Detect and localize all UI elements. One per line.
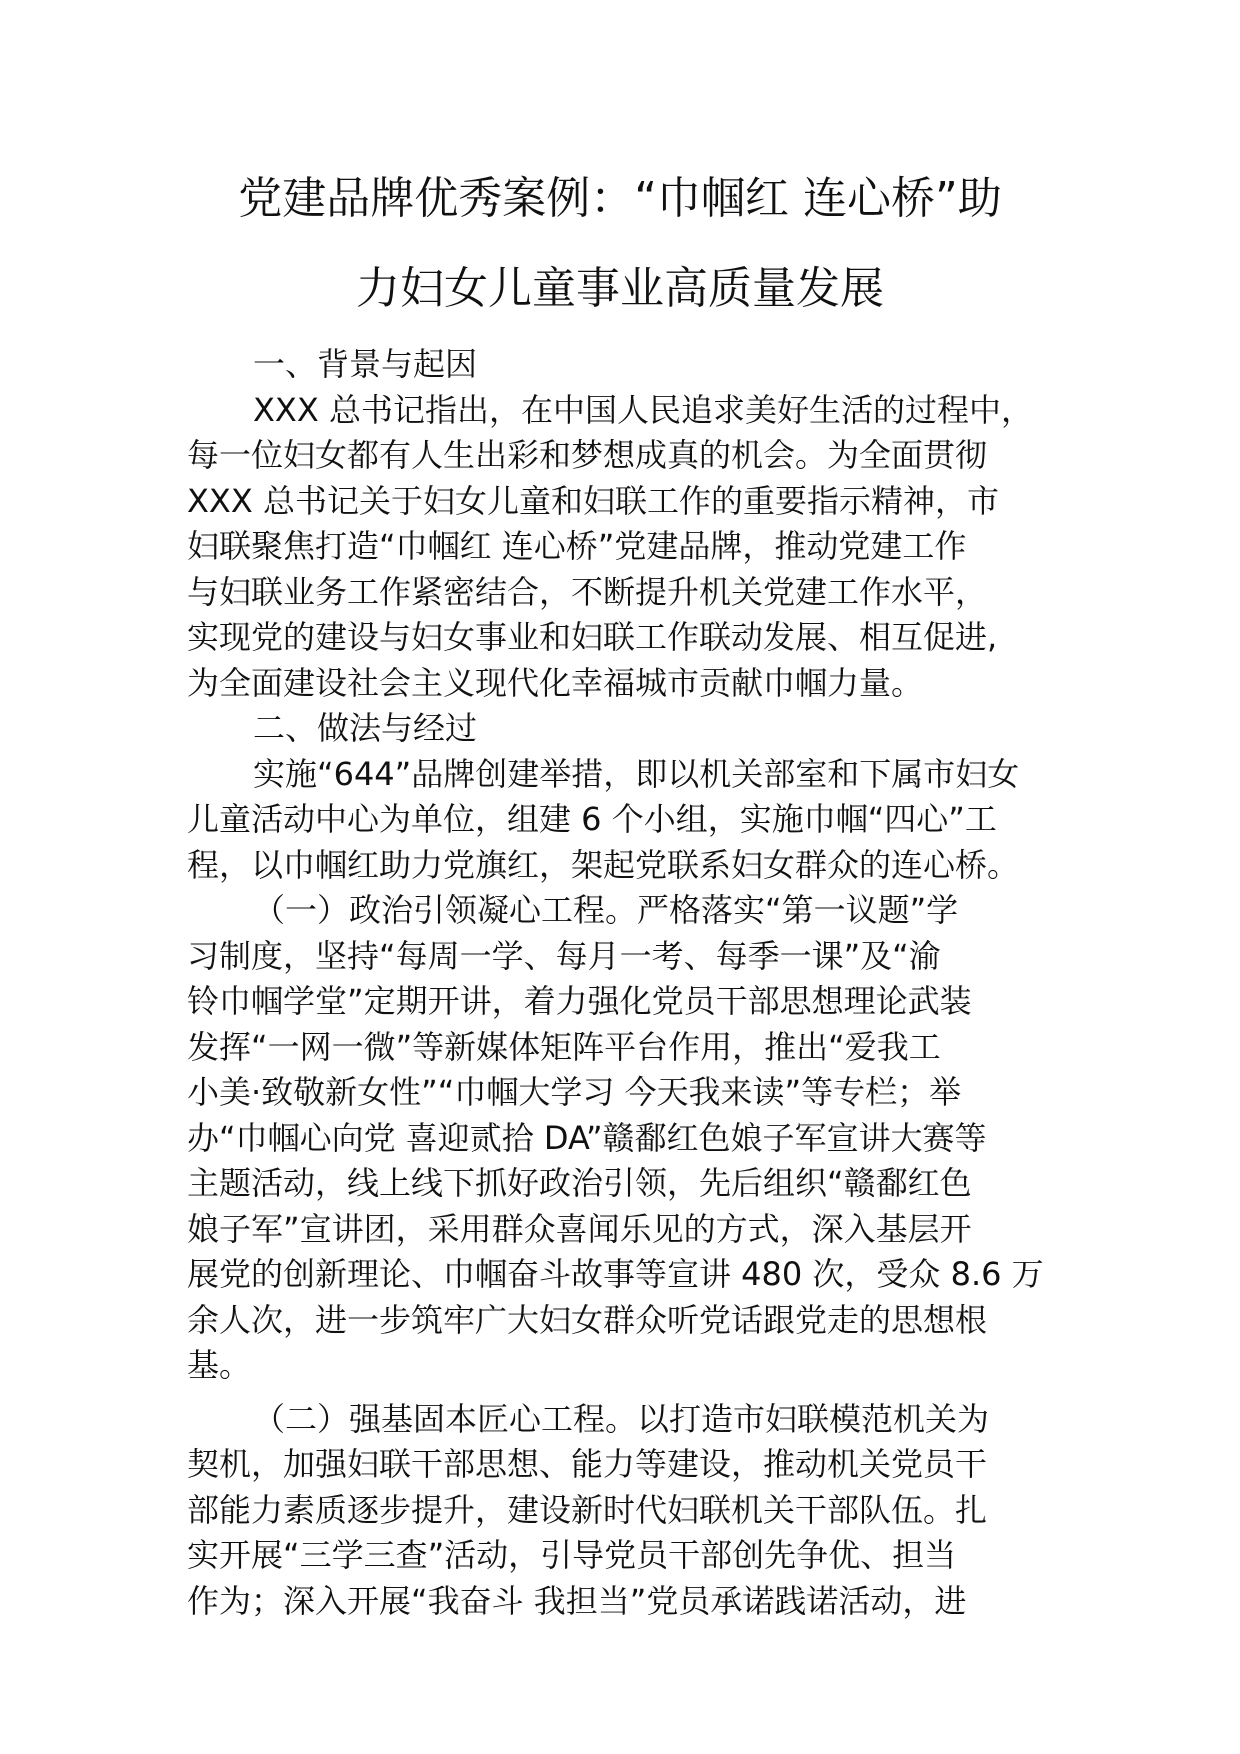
text-line: 实开展“三学三查”活动，引导党员干部创先争优、担当 [187, 1536, 957, 1574]
text-line: 主题活动，线上线下抓好政治引领，先后组织“赣鄱红色 [187, 1164, 972, 1202]
document-body [187, 342, 1052, 1624]
text-line: 部能力素质逐步提升，建设新时代妇联机关干部队伍。扎 [187, 1490, 988, 1529]
text-line: 每一位妇女都有人生出彩和梦想成真的机会。为全面贯彻 [187, 436, 988, 474]
text-line: 契机，加强妇联干部思想、能力等建设，推动机关党员干 [187, 1445, 988, 1483]
text-line: 程，以巾帼红助力党旗红，架起党联系妇女群众的连心桥。 [187, 845, 1020, 884]
text-line: 二、做法与经过 [253, 709, 478, 747]
text-line: 发挥“一网一微”等新媒体矩阵平台作用，推出“爱我工 [187, 1027, 941, 1066]
text-line: 娘子军”宣讲团，采用群众喜闻乐见的方式，深入基层开 [187, 1209, 972, 1248]
text-line: （二）强基固本匠心工程。以打造市妇联模范机关为 [253, 1399, 990, 1438]
text-line: 展党的创新理论、巾帼奋斗故事等宣讲 480 次，受众 8.6 万 [187, 1255, 1044, 1293]
text-line: 小美·致敬新女性”“巾帼大学习 今天我来读”等专栏；举 [187, 1073, 962, 1111]
text-line: 儿童活动中心为单位，组建 6 个小组，实施巾帼“四心”工 [187, 800, 997, 838]
text-line: 实现党的建设与妇女事业和妇联工作联动发展、相互促进, [187, 618, 998, 656]
text-line: 基。 [187, 1346, 252, 1384]
paragraph-gap [187, 1389, 1052, 1397]
text-line: 妇联聚焦打造“巾帼红 连心桥”党建品牌，推动党建工作 [187, 527, 967, 565]
text-line: （一）政治引领凝心工程。严格落实“第一议题”学 [253, 891, 959, 929]
text-line: 办“巾帼心向党 喜迎贰拾 DA”赣鄱红色娘子军宣讲大赛等 [187, 1118, 987, 1157]
text-line: 作为；深入开展“我奋斗 我担当”党员承诺践诺活动，进 [187, 1581, 967, 1620]
text-line: XXX 总书记指出，在中国人民追求美好生活的过程中， [253, 390, 1033, 429]
text-line: 铃巾帼学堂”定期开讲，着力强化党员干部思想理论武装 [187, 982, 972, 1020]
text-line: XXX 总书记关于妇女儿童和妇联工作的重要指示精神，市 [187, 481, 999, 520]
text-line: 余人次，进一步筑牢广大妇女群众听党话跟党走的思想根 [187, 1300, 988, 1339]
document-title-line-2: 力妇女儿童事业高质量发展 [356, 263, 884, 314]
text-line: 一、背景与起因 [253, 345, 478, 383]
text-line: 习制度，坚持“每周一学、每月一考、每季一课”及“渝 [187, 936, 941, 975]
text-line: 实施“644”品牌创建举措，即以机关部室和下属市妇女 [253, 754, 1020, 793]
text-line: 为全面建设社会主义现代化幸福城市贡献巾帼力量。 [187, 663, 924, 702]
text-line: 与妇联业务工作紧密结合，不断提升机关党建工作水平， [187, 572, 988, 611]
document-title-line-1: 党建品牌优秀案例：“巾帼红 连心桥”助 [238, 173, 1002, 224]
